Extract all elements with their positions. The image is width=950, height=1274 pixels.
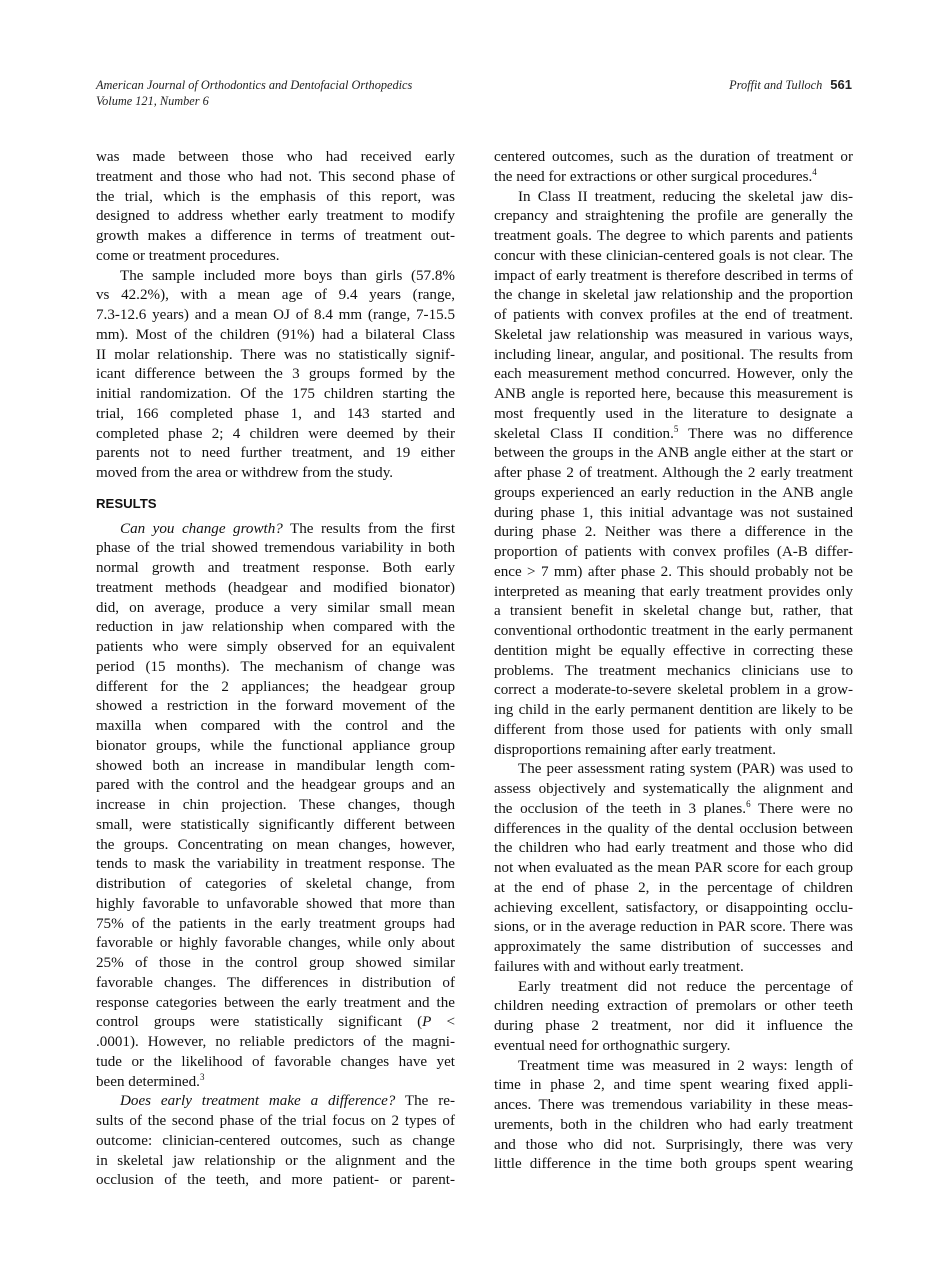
text-line: of patients with convex profiles at the end of treatment.	[494, 307, 853, 323]
text-line: concur with these clinician-centered goals is not clear. The	[494, 247, 853, 264]
text-line: during phase 2 treatment, nor did it influence the	[494, 1018, 853, 1034]
text-line: ances. There was tremendous variability in these meas-	[494, 1097, 853, 1113]
text-line: small, were statistically significantly different between	[96, 816, 455, 833]
text-line: Skeletal jaw relationship was measured in various ways,	[494, 326, 853, 343]
text-line: vs 42.2%), with a mean age of 9.4 years (range,	[96, 287, 455, 304]
text-line: sions, or in the average reduction in PAR score. There was	[494, 919, 853, 936]
text-line: time in phase 2, and time spent wearing fixed appli-	[494, 1077, 853, 1094]
journal-title: American Journal of Orthodontics and Dentofacial Orthopedics	[96, 78, 413, 92]
text-line: distribution of categories of skeletal change, from	[96, 876, 455, 892]
text-line: the need for extractions or other surgical procedures.$^4$	[494, 166, 817, 185]
text-line: sults of the second phase of the trial focus on 2 types of	[96, 1113, 455, 1129]
text-line: treatment methods (headgear and modified bionator)	[96, 579, 455, 596]
text-line: growth makes a difference in terms of treatment out-	[96, 228, 455, 244]
text-line: problems. The treatment mechanics clinicians use to	[494, 662, 853, 679]
text-line: trial, 166 completed phase 1, and 143 started and	[96, 405, 455, 422]
run-in-heading: Can you change growth?	[120, 520, 283, 537]
text-line: skeletal Class II condition.$^5$ There was no difference	[494, 423, 853, 442]
text-line: mm). Most of the children (91%) had a bilateral Class	[96, 326, 455, 343]
text-line: including linear, angular, and positional. The results from	[494, 346, 853, 363]
text-line: moved from the area or withdrew from the study.	[96, 465, 394, 481]
text-line: centered outcomes, such as the duration of treatment or	[494, 149, 853, 165]
reference-marker[interactable]: 3	[199, 1071, 205, 1082]
text-line: normal growth and treatment response. Both early	[96, 560, 455, 576]
text-line: was made between those who had received early	[96, 149, 455, 165]
text-line: showed a restriction in the forward movement of the	[96, 698, 455, 715]
text-line: bionator groups, while the functional appliance group	[96, 737, 455, 754]
text-line: treatment and those who had not. This second phase of	[96, 168, 455, 185]
text-line: groups experienced an early reduction in the ANB angle	[494, 484, 853, 501]
paragraph-outcomes-continued	[494, 148, 853, 188]
text-line: favorable or highly favorable changes, while only about	[96, 935, 455, 952]
right-column	[494, 148, 853, 1175]
text-line: patients who were simply observed for an equivalent	[96, 639, 455, 655]
text-line: icant difference between the 3 groups formed by the	[96, 366, 455, 383]
text-line: 25% of those in the control group showed similar	[96, 955, 455, 971]
text-line: different for the 2 appliances; the headgear group	[96, 678, 455, 695]
text-line: highly favorable to unfavorable showed that more than	[96, 895, 455, 912]
text-line: In Class II treatment, reducing the skeletal jaw dis-	[518, 188, 853, 205]
text-line: assess objectively and systematically the alignment and	[494, 781, 853, 797]
text-line: been determined.$^3$	[96, 1071, 205, 1090]
text-line: II molar relationship. There was no statistically signif-	[96, 346, 455, 363]
text-line: achieving excellent, satisfactory, or disappointing occlu-	[494, 899, 853, 916]
text-line: come or treatment procedures.	[96, 247, 280, 264]
text-line: .0001). However, no reliable predictors of the magni-	[96, 1034, 455, 1050]
paragraph-sample-intro	[96, 148, 455, 267]
text-line: conventional orthodontic treatment in the early permanent	[494, 623, 853, 639]
text-line: ing child in the early permanent dentition are likely to be	[494, 702, 853, 718]
text-line: after phase 2 of treatment. Although the 2 early treatment	[494, 465, 853, 481]
text-line: crepancy and straightening the profile are generally the	[494, 208, 853, 225]
text-line: children needing extraction of premolars or other teeth	[494, 998, 853, 1015]
text-line: proportion of patients with convex profiles (A-B differ-	[494, 544, 853, 560]
text-line: designed to address whether early treatment to modify	[96, 208, 455, 225]
text-line: each measurement method concurred. However, only the	[494, 366, 853, 383]
text-line: The sample included more boys than girls (57.8%	[120, 267, 455, 284]
text-line: during phase 1, this initial advantage was not sustained	[494, 504, 853, 521]
left-column	[96, 148, 455, 1191]
text-line: The peer assessment rating system (PAR) was used to	[518, 761, 853, 778]
text-line: pared with the control and the headgear groups and an	[96, 777, 455, 794]
text-line: and those who did not. Surprisingly, there was very	[494, 1136, 853, 1153]
text-line: treatment goals. The degree to which parents and patients	[494, 228, 853, 244]
text-line: the trial, which is the emphasis of this report, was	[96, 188, 455, 205]
text-line: initial randomization. Of the 175 children starting the	[96, 386, 455, 402]
paragraph-extraction	[494, 978, 853, 1057]
text-line: little difference in the time both groups spent wearing	[494, 1156, 853, 1173]
text-line: eventual need for orthognathic surgery.	[494, 1037, 731, 1054]
text-line: in skeletal jaw relationship or the alignment and the	[96, 1152, 455, 1169]
paragraph-early-treatment-difference	[96, 1092, 455, 1191]
text-line: impact of early treatment is therefore described in terms of	[494, 267, 853, 284]
text-line: Does early treatment make a difference? The re-	[120, 1093, 455, 1110]
running-authors: Proffit and Tulloch	[729, 78, 823, 92]
reference-marker[interactable]: 6	[746, 798, 751, 809]
text-line: the change in skeletal jaw relationship and the proportion	[494, 287, 853, 304]
text-line: completed phase 2; 4 children were deemed by their	[96, 425, 455, 442]
text-line: ANB angle is reported here, because this measurement is	[494, 386, 853, 402]
text-line: tends to mask the variability in treatment response. The	[96, 856, 455, 873]
text-line: the children who had early treatment and those who did	[494, 840, 853, 857]
text-line: maxilla when compared with the control and the	[96, 718, 455, 734]
author-page	[729, 77, 852, 93]
text-line: outcome: clinician-centered outcomes, such as change	[96, 1132, 455, 1149]
journal-info	[96, 77, 412, 109]
text-line: control groups were statistically significant (P <	[96, 1014, 455, 1031]
text-line: most frequently used in the literature to designate a	[494, 405, 853, 422]
text-line: between the groups in the ANB angle either at the start or	[494, 445, 853, 462]
text-line: parents not to need further treatment, and 19 either	[96, 445, 455, 462]
text-line: showed both an increase in mandibular length com-	[96, 757, 455, 774]
text-line: different from those used for patients with only small	[494, 721, 853, 738]
run-in-heading: Does early treatment make a difference?	[120, 1093, 396, 1110]
text-line: correct a moderate-to-severe skeletal problem in a grow-	[494, 682, 853, 699]
text-line: phase of the trial showed tremendous variability in both	[96, 540, 455, 557]
paragraph-sample	[96, 267, 455, 484]
text-line: dentition might be equally effective in correcting these	[494, 642, 853, 659]
text-line: interpreted as meaning that early treatment provides only	[494, 583, 853, 600]
text-line: response categories between the early treatment and the	[96, 994, 455, 1011]
text-line: the occlusion of the teeth in 3 planes.$^6$ There were no	[494, 798, 853, 817]
text-line: Can you change growth? The results from the first	[120, 520, 456, 537]
p-value-symbol: P	[422, 1014, 432, 1031]
text-line: during phase 2. Neither was there a difference in the	[494, 524, 853, 541]
text-line: occlusion of the teeth, and more patient- or parent-	[96, 1172, 455, 1189]
text-line: ence > 7 mm) after phase 2. This should probably not be	[494, 563, 853, 580]
paragraph-change-growth	[96, 520, 455, 1093]
text-line: Early treatment did not reduce the percentage of	[518, 978, 853, 995]
text-line: reduction in jaw relationship when compared with the	[96, 619, 455, 636]
text-line: not when evaluated as the mean PAR score for each group	[494, 860, 853, 876]
text-line: tude or the likelihood of favorable changes have yet	[96, 1053, 455, 1070]
paragraph-treatment-time	[494, 1057, 853, 1176]
text-line: failures with and without early treatment.	[494, 958, 744, 975]
text-line: the groups. Concentrating on mean changes, however,	[96, 836, 455, 853]
text-line: disproportions remaining after early treatment.	[494, 741, 777, 758]
section-heading-results: RESULTS	[96, 495, 157, 511]
reference-marker[interactable]: 4	[812, 166, 817, 177]
text-line: increase in chin projection. These changes, though	[96, 797, 455, 813]
text-line: differences in the quality of the dental occlusion between	[494, 820, 853, 837]
paragraph-class-ii-treatment	[494, 188, 853, 761]
reference-marker[interactable]: 5	[673, 423, 679, 434]
text-line: Treatment time was measured in 2 ways: length of	[518, 1057, 853, 1074]
text-line: 7.3-12.6 years) and a mean OJ of 8.4 mm (range, 7-15.5	[96, 307, 455, 323]
journal-volume: Volume 121, Number 6	[96, 94, 209, 108]
text-line: 75% of the patients in the early treatment groups had	[96, 915, 455, 932]
text-line: favorable changes. The differences in distribution of	[96, 974, 455, 991]
text-line: period (15 months). The mechanism of change was	[96, 658, 455, 675]
text-line: a transient benefit in skeletal change but, rather, that	[494, 603, 853, 620]
text-line: did, on average, produce a very similar small mean	[96, 599, 455, 616]
text-line: approximately the same distribution of successes and	[494, 939, 853, 955]
text-line: at the end of phase 2, in the percentage of children	[494, 879, 853, 896]
paragraph-par-assessment	[494, 760, 853, 977]
text-line: urements, both in the children who had early treatment	[494, 1116, 853, 1133]
page-number: 561	[830, 77, 852, 92]
